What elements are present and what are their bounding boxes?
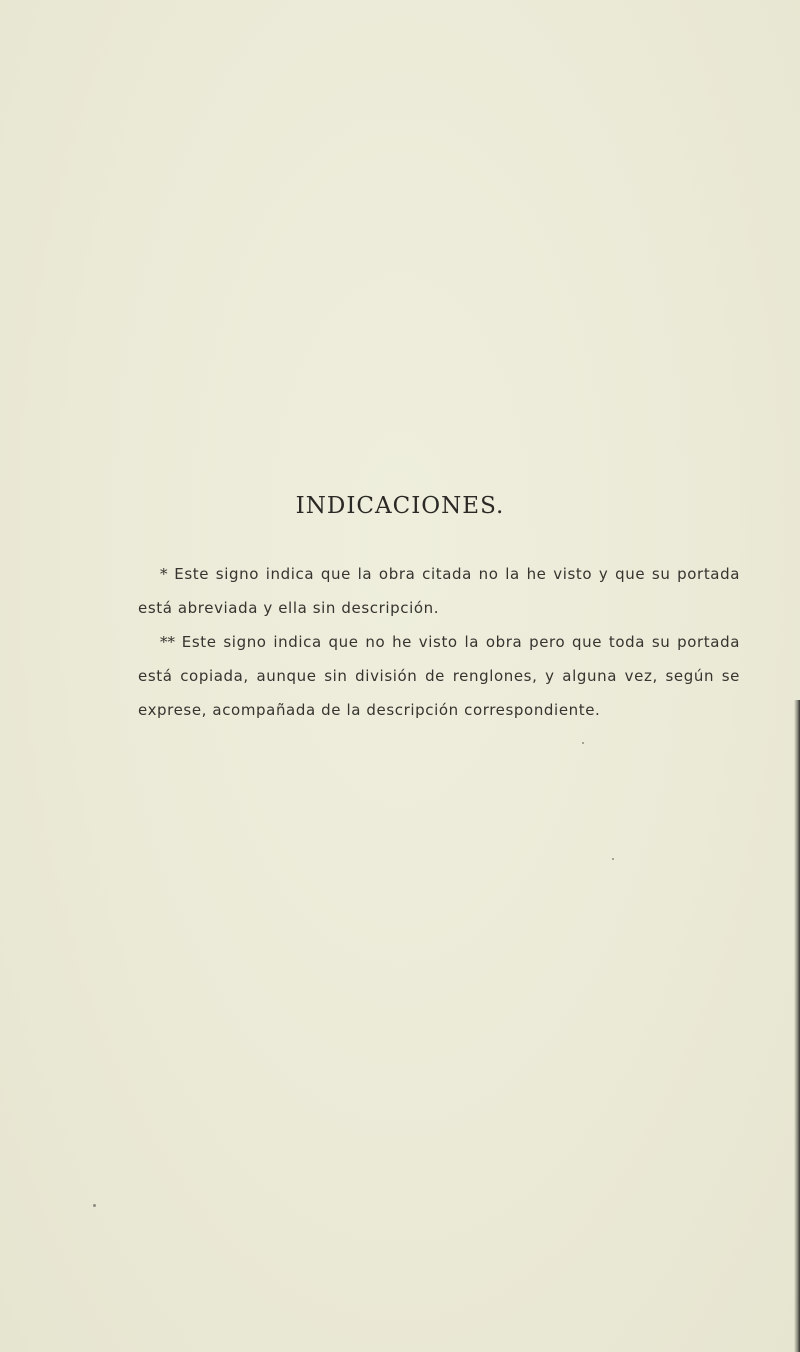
note-text: Este signo indica que no he visto la obra pero que toda su portada está copiada, aunque sin división de renglones, y alguna vez, según se exprese, acompañada de la descripción correspondiente. <box>138 633 740 719</box>
notes-block <box>138 557 740 727</box>
asterisk-marker: * <box>160 565 168 583</box>
note-double-asterisk <box>138 625 740 727</box>
double-asterisk-marker: ** <box>160 633 175 651</box>
paper-speck <box>93 1204 96 1207</box>
paper-speck <box>612 858 614 860</box>
paper-speck <box>582 742 584 744</box>
page-title: INDICACIONES. <box>295 493 505 519</box>
note-single-asterisk <box>138 557 740 625</box>
page-edge-shadow <box>794 700 800 1352</box>
note-text: Este signo indica que la obra citada no la he visto y que su portada está abreviada y ella sin descripción. <box>138 565 741 617</box>
